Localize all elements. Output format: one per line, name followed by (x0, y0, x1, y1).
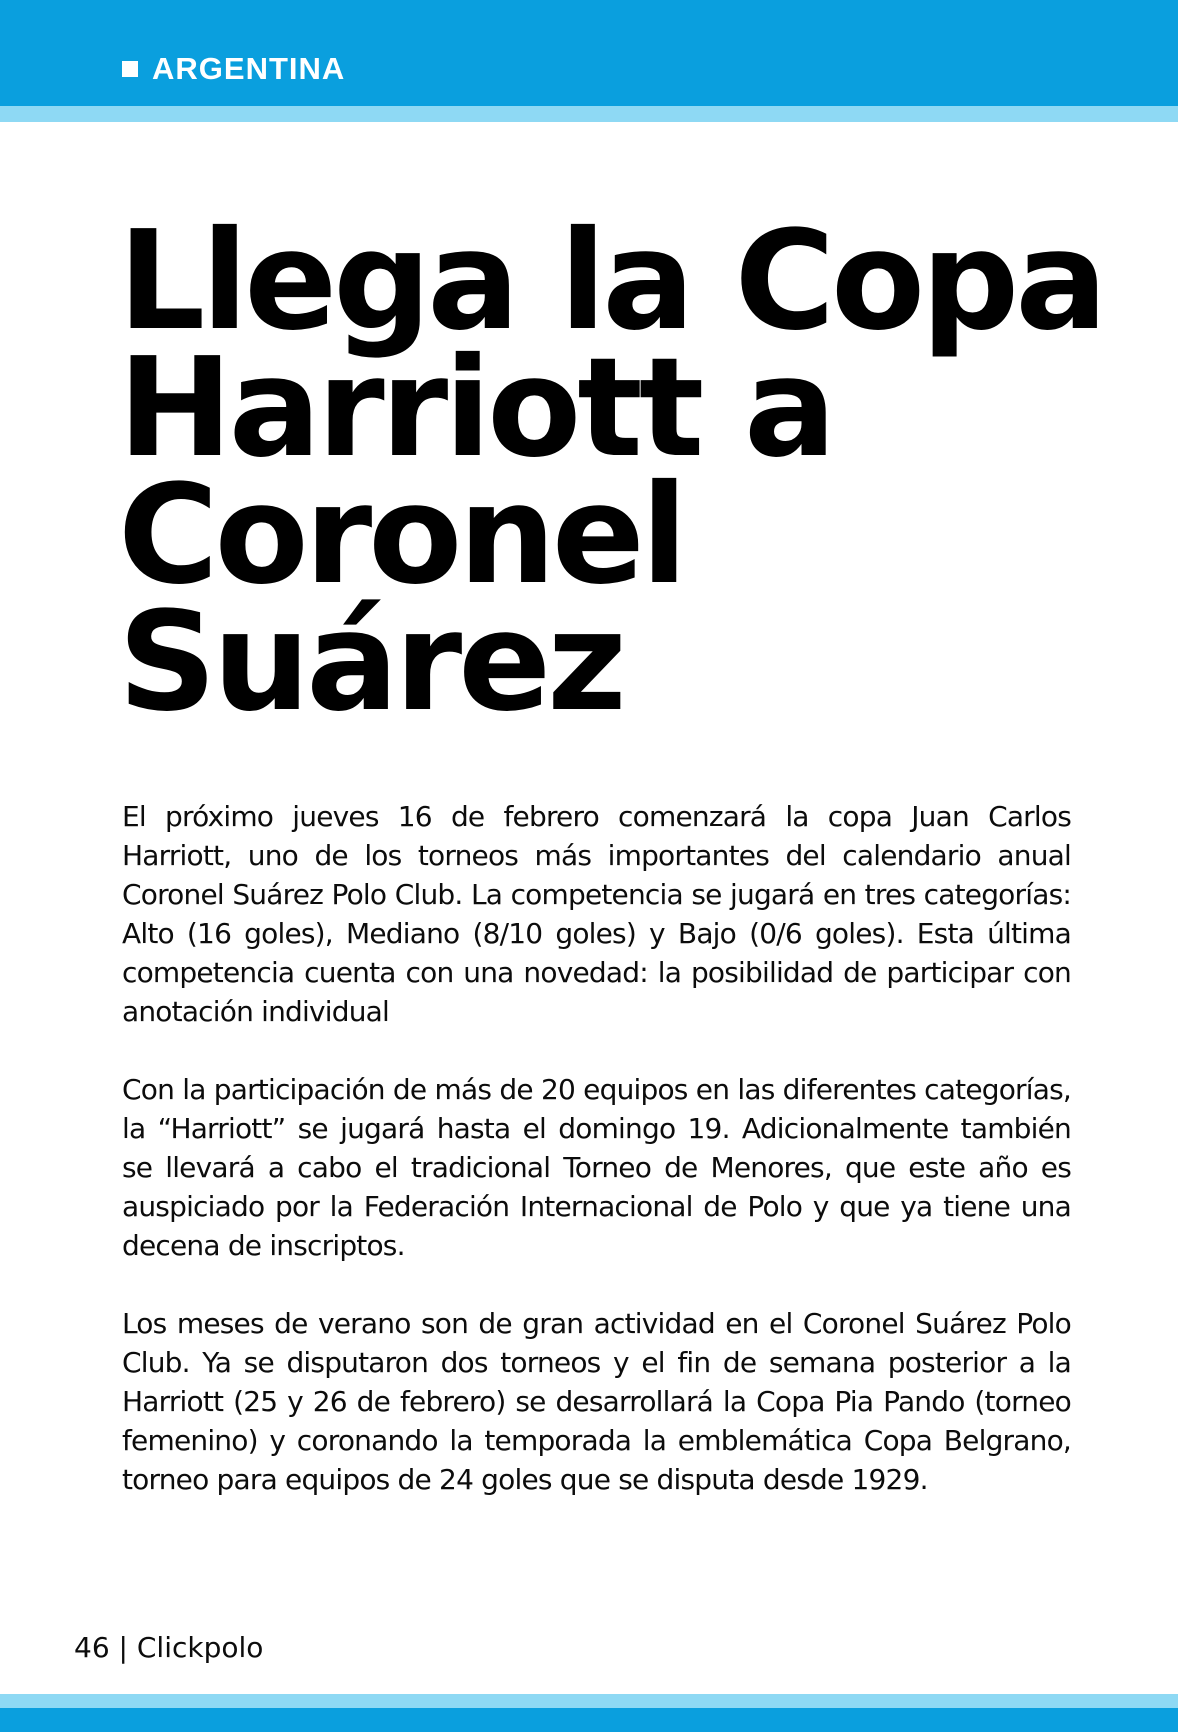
section-header (122, 48, 345, 90)
title-line: Suárez (118, 583, 623, 742)
body-paragraph: Con la participación de más de 20 equipos en las diferentes categorías, la “Harriott” se jugará hasta el domingo 19. Adicionalmente también se llevará a cabo el tradicional Torneo de Menores, que este año es auspiciado por la Federación Internacional de Polo y que ya tiene una decena de inscriptos. (122, 1073, 1071, 1262)
title-line: Coronel (118, 456, 684, 615)
title-line: Harriott a (118, 329, 833, 488)
square-bullet-icon (122, 61, 138, 77)
header-stripe (0, 106, 1178, 122)
article-title (118, 202, 1118, 742)
page-footer: 46 | Clickpolo (74, 1631, 264, 1664)
article-body (122, 797, 1071, 1538)
body-paragraph: El próximo jueves 16 de febrero comenzará la copa Juan Carlos Harriott, uno de los torneos más importantes del calendario anual Coronel Suárez Polo Club. La competencia se jugará en tres categorías: Alto (16 goles), Mediano (8/10 goles) y Bajo (0/6 goles). Esta última competencia cuenta con una novedad: la posibilidad de participar con anotación individual (122, 800, 1071, 1028)
section-label: ARGENTINA (152, 51, 346, 86)
body-paragraph: Los meses de verano son de gran actividad en el Coronel Suárez Polo Club. Ya se disputaron dos torneos y el fin de semana posterior a la Harriott (25 y 26 de febrero) se desarrollará la Copa Pia Pando (torneo femenino) y coronando la temporada la emblemática Copa Belgrano, torneo para equipos de 24 goles que se disputa desde 1929. (122, 1307, 1071, 1496)
footer-band (0, 1708, 1178, 1732)
title-line: Llega la Copa (118, 202, 1104, 361)
footer-stripe (0, 1694, 1178, 1708)
